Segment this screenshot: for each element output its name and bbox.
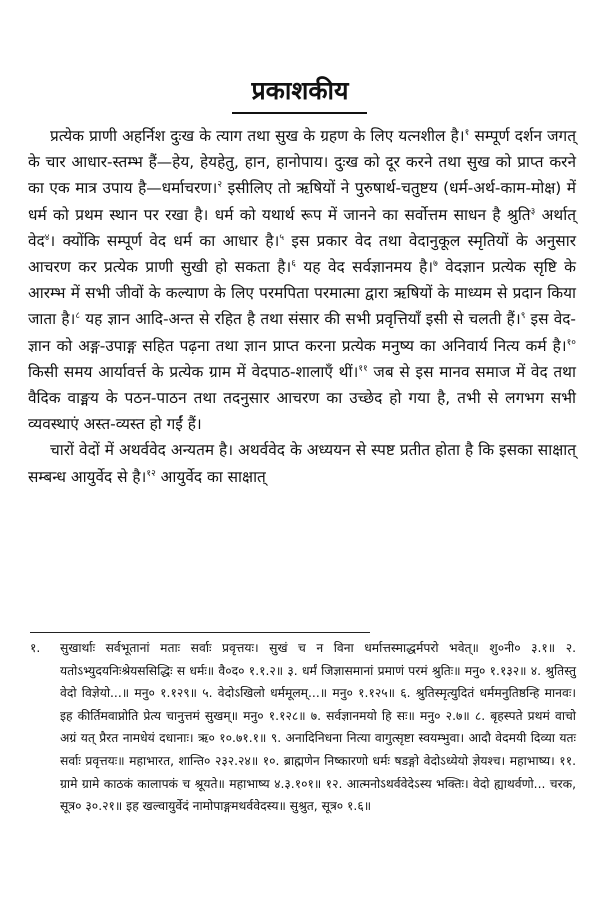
paragraph-2 [28, 437, 576, 489]
paragraph-text: सम्पूर्ण दर्शन जगत् के चार आधार-स्तम्भ हैं—हेय, हेयहेतु, हान, हानोपाय। दुःख को दूर करने तथा सुख को प्राप्त करने का एक मात्र उपाय है—धर्माचरण। [28, 127, 576, 198]
paragraph-text: यह ज्ञान आदि-अन्त से रहित है तथा संसार की सभी प्रवृत्तियाँ इसी से चलती हैं। [80, 310, 521, 329]
footnote-divider [30, 632, 370, 633]
footnote-marker: ३ [530, 206, 536, 217]
footnote-marker: ६ [291, 259, 296, 270]
footnote-number: १. [30, 641, 41, 655]
footnote-marker: ११ [358, 363, 368, 374]
footnote-marker: ४ [44, 232, 50, 243]
footnote-marker: १२ [146, 468, 156, 479]
paragraph-text: जब से इस मानव समाज में वेद तथा वैदिक वाङ्मय के पठन-पाठन तथा तदनुसार आचरण का उच्छेद हो गया है, तभी से लगभग सभी व्यवस्थाएं अस्त-व्यस्त हो गईं हैं। [28, 362, 576, 434]
paragraph-text: । क्योंकि सम्पूर्ण वेद धर्म का आधार है। [49, 231, 280, 250]
footnote-marker: २ [217, 180, 223, 191]
footnote-marker: ७ [433, 259, 438, 270]
footnote-text: सुखार्थाः सर्वभूतानां मताः सर्वाः प्रवृत्तयः। सुखं च न विना धर्मात्तस्माद्धर्मपरो भवेत्॥ शु०नी० ३.१॥ २. यतोऽभ्युदयनिःश्रेयससिद्धिः स धर्मः॥ वै०द० १.१.२॥ ३. धर्मं जिज्ञासमानां प्रमाणं परमं श्रुतिः॥ मनु० १.१३२॥ ४. श्रुतिस्तु वेदो विज्ञेयो...॥ मनु० १.१२९॥ ५. वेदोऽखिलो धर्ममूलम्...॥ मनु० १.१२५॥ ६. श्रुतिस्मृत्युदितं धर्ममनुतिष्ठन्हि मानवः। इह कीर्तिमवाप्नोति प्रेत्य चानुत्तमं सुखम्॥ मनु० १.१२८॥ ७. सर्वज्ञानमयो हि सः॥ मनु० २.७॥ ८. बृहस्पते प्रथमं वाचो अग्रं यत् प्रैरत नामधेयं दधानाः। ऋ० १०.७१.१॥ ९. अनादिनिधना नित्या वागुत्सृष्टा स्वयम्भुवा। आदौ वेदमयी दिव्या यतः सर्वाः प्रवृत्तयः॥ महाभारत, शान्ति० २३२.२४॥ १०. ब्राह्मणेन निष्कारणो धर्मः षडङ्गो वेदोऽध्येयो ज्ञेयश्च। महाभाष्य। ११. ग्रामे ग्रामे काठकं कालापकं च श्रूयते॥ महाभाष्य ४.३.१०१॥ १२. आत्मनोऽथर्ववेदेऽस्य भक्तिः। वेदो ह्याथर्वणो... चरक, सूत्र० ३०.२१॥ इह खल्वायुर्वेदं नामोपाङ्गमथर्ववेदस्य॥ सुश्रुत, सूत्र० १.६॥ [60, 641, 576, 814]
paragraph-1 [28, 123, 576, 437]
body-text [28, 123, 576, 490]
paragraph-text: यह वेद सर्वज्ञानमय है। [295, 258, 434, 277]
title-underline [232, 112, 367, 114]
footnote-marker: १० [566, 337, 576, 348]
paragraph-text: वेदज्ञान प्रत्येक सृष्टि के आरम्भ में सभी जीवों के कल्याण के लिए परमपिता परमात्मा द्वारा ऋषियों के माध्यम से प्रदान किया जाता है। [28, 258, 577, 329]
footnote-block [30, 637, 576, 818]
page-title: प्रकाशकीय [251, 76, 349, 105]
paragraph-text: चारों वेदों में अथर्ववेद अन्यतम है। अथर्ववेद के अध्ययन से स्पष्ट प्रतीत होता है कि इसका साक्षात् सम्बन्ध आयुर्वेद से है। [28, 441, 576, 486]
paragraph-text: इसीलिए तो ऋषियों ने पुरुषार्थ-चतुष्टय (धर्म-अर्थ-काम-मोक्ष) में धर्म को प्रथम स्थान पर रखा है। धर्म को यथार्थ रूप में जानने का सर्वोत्तम साधन है श्रुति [28, 179, 576, 224]
paragraph-text: अर्थात् वेद [28, 205, 576, 250]
paragraph-text: इस वेद-ज्ञान को अङ्ग-उपाङ्ग सहित पढ़ना तथा ज्ञान प्राप्त करना प्रत्येक मनुष्य का अनिवार्य नित्य कर्म है। [28, 310, 576, 355]
paragraph-text: किसी समय आर्यावर्त्त के प्रत्येक ग्राम में वेदपाठ-शालाएँ थीं। [28, 362, 359, 381]
paragraph-text: प्रत्येक प्राणी अहर्निश दुःख के त्याग तथा सुख के ग्रहण के लिए यत्नशील है। [50, 127, 465, 145]
footnote-marker: ९ [520, 311, 526, 322]
footnote-marker: ८ [75, 311, 81, 322]
footnote-marker: ५ [279, 232, 285, 243]
footnote-marker: १ [464, 128, 470, 138]
paragraph-text: आयुर्वेद का साक्षात् [155, 467, 266, 486]
paragraph-text: इस प्रकार वेद तथा वेदानुकूल स्मृतियों के अनुसार आचरण कर प्रत्येक प्राणी सुखी हो सकता है। [28, 231, 576, 277]
